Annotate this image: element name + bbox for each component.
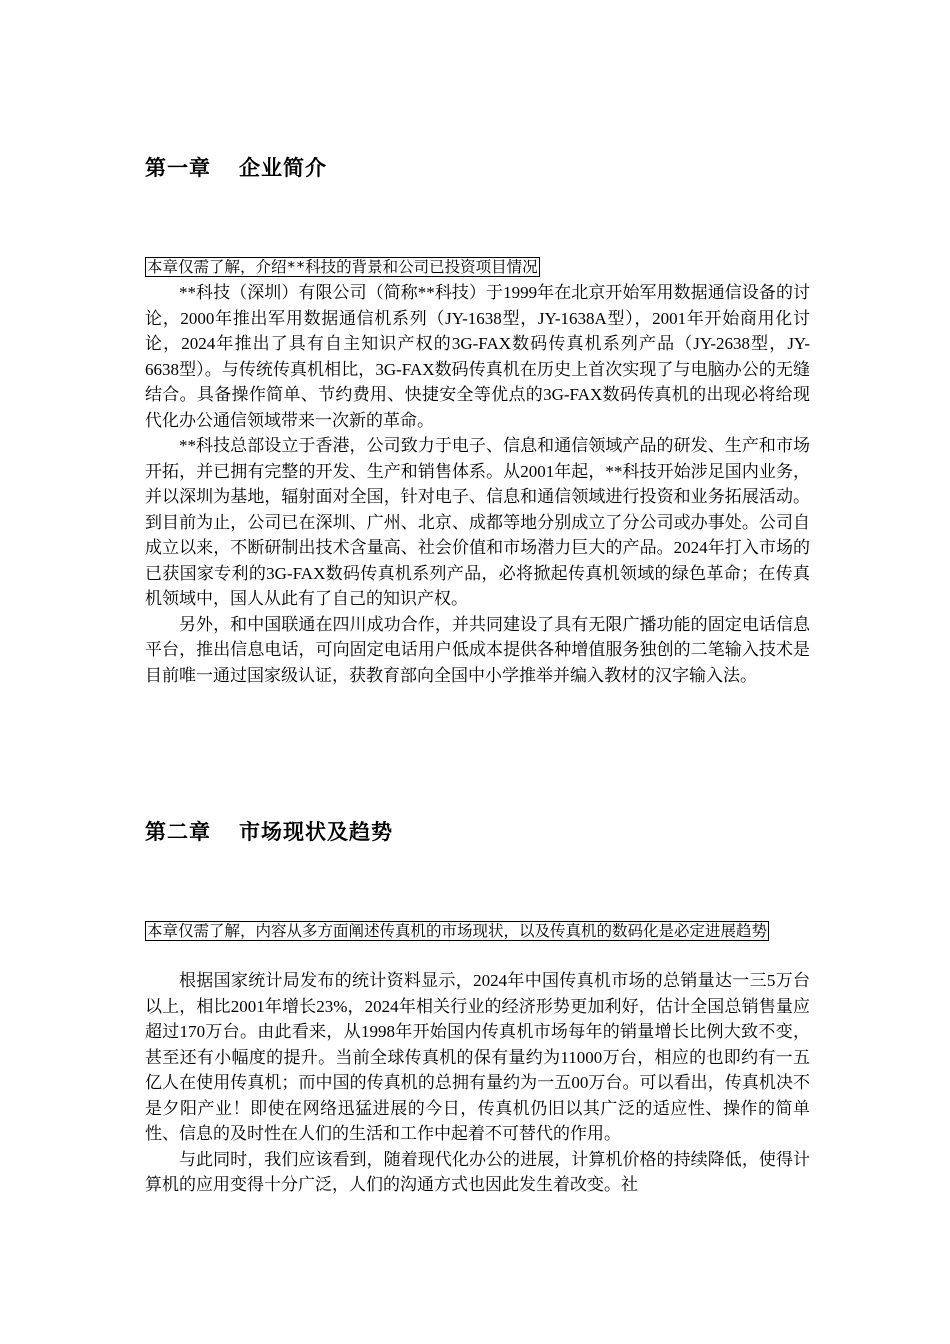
chapter-1-paragraph: **科技总部设立于香港，公司致力于电子、信息和通信领域产品的研发、生产和市场开拓，并已拥有完整的开发、生产和销售体系。从2001年起，**科技开始涉足国内业务，并以深圳为基地，辐射面对全国，针对电子、信息和通信领域进行投资和业务拓展活动。到目前为止，公司已在深圳、广州、北京、成都等地分别成立了分公司或办事处。公司自成立以来，不断研制出技术含量高、社会价值和市场潜力巨大的产品。2024年打入市场的已获国家专利的3G-FAX数码传真机系列产品，必将掀起传真机领域的绿色革命；在传真机领域中，国人从此有了自己的知识产权。 xyxy=(145,436,810,608)
chapter-2-title: 市场现状及趋势 xyxy=(239,820,393,844)
chapter-2-body xyxy=(145,968,810,1198)
chapter-1-heading xyxy=(145,152,327,182)
chapter-2-paragraph: 与此同时，我们应该看到，随着现代化办公的进展，计算机价格的持续降低，使得计算机的应用变得十分广泛，人们的沟通方式也因此发生着改变。社 xyxy=(145,1149,810,1194)
chapter-2-note xyxy=(145,919,810,944)
chapter-1-label: 第一章 xyxy=(145,156,211,180)
chapter-1-note-text: 本章仅需了解，介绍**科技的背景和公司已投资项目情况 xyxy=(147,258,538,276)
chapter-2-note-text: 本章仅需了解，内容从多方面阐述传真机的市场现状，以及传真机的数码化是必定进展趋势 xyxy=(147,922,768,940)
chapter-1-paragraph: 另外，和中国联通在四川成功合作，并共同建设了具有无限广播功能的固定电话信息平台，推出信息电话，可向固定电话用户低成本提供各种增值服务独创的二笔输入技术是目前唯一通过国家级认证，获教育部向全国中小学推举并编入教材的汉字输入法。 xyxy=(145,614,810,685)
chapter-2-heading xyxy=(145,816,393,846)
chapter-2-paragraph: 根据国家统计局发布的统计资料显示，2024年中国传真机市场的总销量达一三5万台以上，相比2001年增长23%，2024年相关行业的经济形势更加利好，估计全国总销售量应超过170万台。由此看来，从1998年开始国内传真机市场每年的销量增长比例大致不变，甚至还有小幅度的提升。当前全球传真机的保有量约为11000万台，相应的也即约有一五亿人在使用传真机；而中国的传真机的总拥有量约为一五00万台。可以看出，传真机决不是夕阳产业！即使在网络迅猛进展的今日，传真机仍旧以其广泛的适应性、操作的简单性、信息的及时性在人们的生活和工作中起着不可替代的作用。 xyxy=(145,971,810,1143)
chapter-1-title: 企业简介 xyxy=(239,156,327,180)
chapter-2-label: 第二章 xyxy=(145,820,211,844)
chapter-1-paragraph: **科技（深圳）有限公司（简称**科技）于1999年在北京开始军用数据通信设备的讨论，2000年推出军用数据通信机系列（JY-1638型，JY-1638A型），2001年开始商用化讨论，2024年推出了具有自主知识产权的3G-FAX数码传真机系列产品（JY-2638型，JY-6638型）。与传统传真机相比，3G-FAX数码传真机在历史上首次实现了与电脑办公的无缝结合。具备操作简单、节约费用、快捷安全等优点的3G-FAX数码传真机的出现必将给现代化办公通信领域带来一次新的革命。 xyxy=(145,283,810,430)
chapter-1-body xyxy=(145,280,810,688)
chapter-1-note xyxy=(145,255,810,280)
